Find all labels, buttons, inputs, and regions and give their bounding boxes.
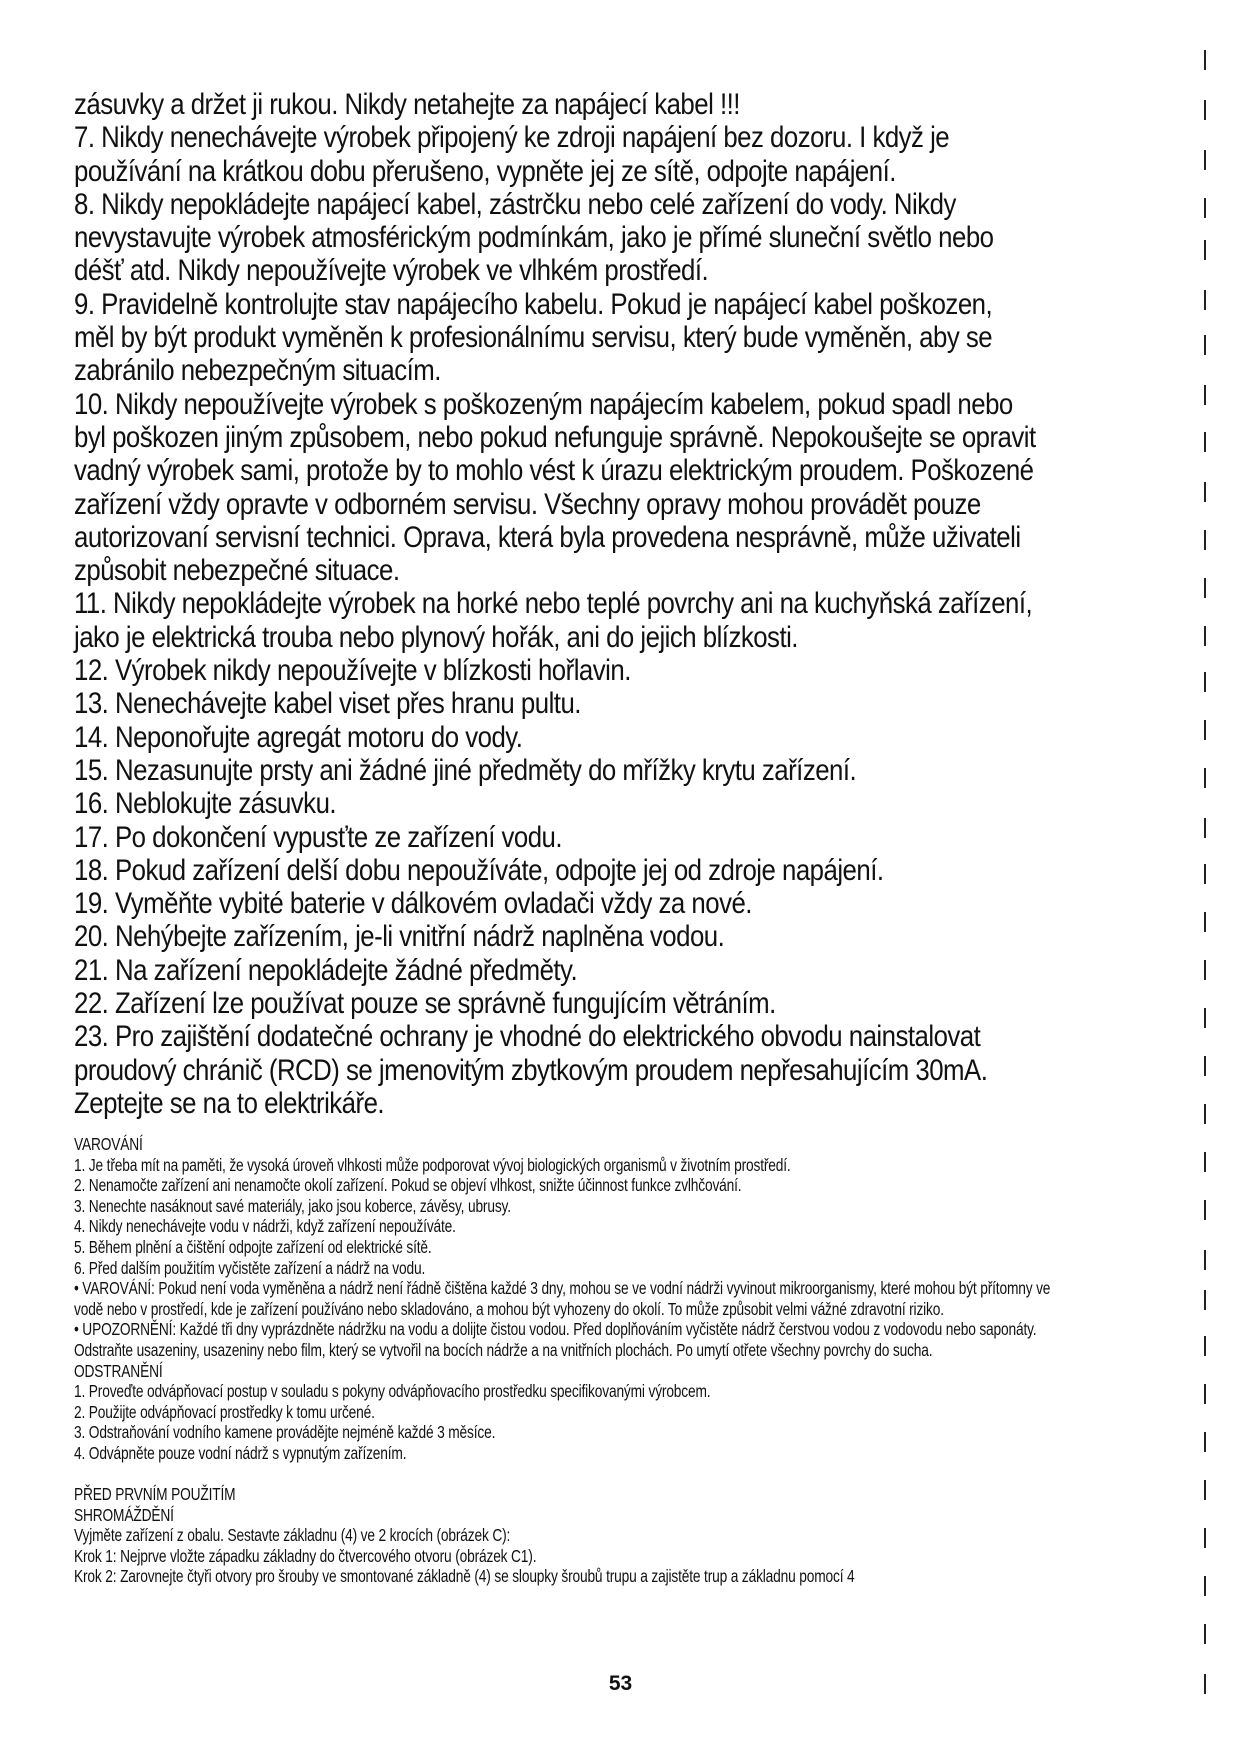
spacer: [74, 1464, 1054, 1485]
page-number: 53: [608, 1672, 633, 1695]
margin-mark: [1204, 1624, 1206, 1644]
margin-mark: [1204, 1104, 1206, 1124]
warning-item: 4. Nikdy nenechávejte vodu v nádrži, když zařízení nepoužíváte.: [74, 1216, 456, 1237]
safety-item: 18. Pokud zařízení delší dobu nepoužíváte, odpojte jej od zdroje napájení.: [74, 853, 884, 887]
first-use-heading: PŘED PRVNÍM POUŽITÍM: [74, 1484, 236, 1505]
margin-mark: [1204, 50, 1206, 70]
warning-item: 1. Je třeba mít na paměti, že vysoká úroveň vlhkosti může podporovat vývoj biologických organismů v životním prostředí.: [74, 1154, 791, 1175]
margin-mark: [1204, 432, 1206, 452]
margin-mark: [1204, 240, 1206, 260]
margin-mark: [1204, 530, 1206, 550]
margin-mark: [1204, 1056, 1206, 1076]
margin-mark: [1204, 1674, 1206, 1694]
margin-mark: [1204, 150, 1206, 170]
safety-item: 11. Nikdy nepokládejte výrobek na horké nebo teplé povrchy ani na kuchyňská zařízení, jako je elektrická trouba nebo plynový hořák, ani do jejich blízkosti.: [74, 587, 1033, 654]
safety-item: 17. Po dokončení vypusťte ze zařízení vodu.: [74, 820, 563, 854]
margin-mark: [1204, 1528, 1206, 1548]
safety-item: zásuvky a držet ji rukou. Nikdy netahejte za napájecí kabel !!!: [74, 88, 740, 121]
margin-mark: [1204, 1008, 1206, 1028]
margin-mark: [1204, 385, 1206, 405]
margin-mark: [1204, 720, 1206, 740]
margin-mark: [1204, 578, 1206, 598]
safety-instructions: [74, 88, 1037, 1120]
safety-item: 14. Neponořujte agregát motoru do vody.: [74, 720, 523, 754]
margin-mark: [1204, 1250, 1206, 1270]
assembly-step: Krok 1: Nejprve vložte západku základny do čtvercového otvoru (obrázek C1).: [74, 1545, 537, 1566]
warning-item: 6. Před dalším použitím vyčistěte zařízení a nádrž na vodu.: [74, 1257, 426, 1278]
warning-item: 3. Nenechte nasáknout savé materiály, jako jsou koberce, závěsy, ubrusy.: [74, 1195, 511, 1216]
margin-mark: [1204, 672, 1206, 692]
margin-mark: [1204, 1576, 1206, 1596]
safety-item: 8. Nikdy nepokládejte napájecí kabel, zástrčku nebo celé zařízení do vody. Nikdy nevystavujte výrobek atmosférickým podmínkám, jako je přímé sluneční světlo nebo déšť atd. Nikdy nepoužívejte výrobek ve vlhkém prostředí.: [74, 187, 994, 288]
margin-mark: [1204, 335, 1206, 355]
margin-mark: [1204, 1290, 1206, 1310]
margin-mark: [1204, 100, 1206, 120]
removal-item: 4. Odvápněte pouze vodní nádrž s vypnutým zařízením.: [74, 1442, 407, 1463]
warning-item: 2. Nenamočte zařízení ani nenamočte okolí zařízení. Pokud se objeví vlhkost, snižte účinnost funkce zvlhčování.: [74, 1175, 742, 1196]
safety-item: 20. Nehýbejte zařízením, je-li vnitřní nádrž naplněna vodou.: [74, 920, 725, 954]
removal-item: 3. Odstraňování vodního kamene provádějte nejméně každé 3 měsíce.: [74, 1422, 496, 1443]
margin-mark: [1204, 960, 1206, 980]
margin-mark: [1204, 912, 1206, 932]
margin-mark: [1204, 1432, 1206, 1452]
margin-mark: [1204, 1336, 1206, 1356]
safety-item: 9. Pravidelně kontrolujte stav napájecího kabelu. Pokud je napájecí kabel poškozen, měl by být produkt vyměněn k profesionálnímu servisu, který bude vyměněn, aby se zabránilo nebezpečným situacím.: [74, 287, 993, 388]
safety-item: 16. Neblokujte zásuvku.: [74, 787, 337, 821]
margin-mark: [1204, 1200, 1206, 1220]
warning-heading: VAROVÁNÍ: [74, 1134, 143, 1154]
warning-item: • UPOZORNĚNÍ: Každé tři dny vyprázdněte nádržku na vodu a dolijte čistou vodou. Před doplňováním vyčistěte nádrž čerstvou vodou z vodovodu nebo saponáty. Odstraňte usazeniny, usazeniny nebo film, který se vytvořil na bocích nádrže a na vnitřních plochách. Po umytí otřete všechny povrchy do sucha.: [74, 1319, 1037, 1360]
safety-item: 10. Nikdy nepoužívejte výrobek s poškozeným napájecím kabelem, pokud spadl nebo byl poškozen jiným způsobem, nebo pokud nefunguje správně. Nepokoušejte se opravit vadný výrobek sami, protože by to mohlo vést k úrazu elektrickým proudem. Poškozené zařízení vždy opravte v odborném servisu. Všechny opravy mohou provádět pouze autorizovaní servisní technici. Oprava, která byla provedena nesprávně, může uživateli způsobit nebezpečné situace.: [74, 387, 1036, 588]
warning-item: 5. Během plnění a čištění odpojte zařízení od elektrické sítě.: [74, 1236, 432, 1257]
warning-item: • VAROVÁNÍ: Pokud není voda vyměněna a nádrž není řádně čištěna každé 3 dny, mohou se ve vodní nádrži vyvinout mikroorganismy, které mohou být přítomny ve vodě nebo v prostředí, kde je zařízení používáno nebo skladováno, a mohou být vyhozeny do okolí. To může způsobit velmi vážné zdravotní riziko.: [74, 1278, 1051, 1319]
safety-item: 22. Zařízení lze používat pouze se správně fungujícím větráním.: [74, 987, 776, 1021]
safety-item: 23. Pro zajištění dodatečné ochrany je vhodné do elektrického obvodu nainstalovat proudový chránič (RCD) se jmenovitým zbytkovým proudem nepřesahujícím 30mA. Zeptejte se na to elektrikáře.: [74, 1020, 988, 1120]
safety-item: 19. Vyměňte vybité baterie v dálkovém ovladači vždy za nové.: [74, 887, 752, 921]
warning-section: [74, 1134, 1054, 1587]
margin-mark: [1204, 818, 1206, 838]
margin-mark: [1204, 864, 1206, 884]
assembly-step: Vyjměte zařízení z obalu. Sestavte základnu (4) ve 2 krocích (obrázek C):: [74, 1525, 511, 1546]
margin-mark: [1204, 626, 1206, 646]
safety-item: 13. Nenechávejte kabel viset přes hranu pultu.: [74, 687, 581, 721]
margin-mark: [1204, 1152, 1206, 1172]
safety-item: 21. Na zařízení nepokládejte žádné předměty.: [74, 953, 578, 987]
safety-item: 12. Výrobek nikdy nepoužívejte v blízkosti hořlavin.: [74, 654, 631, 688]
margin-mark: [1204, 1384, 1206, 1404]
safety-item: 7. Nikdy nenechávejte výrobek připojený ke zdroji napájení bez dozoru. I když je používání na krátkou dobu přerušeno, vypněte jej ze sítě, odpojte napájení.: [74, 121, 950, 188]
margin-mark: [1204, 768, 1206, 788]
margin-mark: [1204, 198, 1206, 218]
removal-item: 1. Proveďte odvápňovací postup v souladu s pokyny odvápňovacího prostředku specifikovanými výrobcem.: [74, 1381, 711, 1402]
safety-item: 15. Nezasunujte prsty ani žádné jiné předměty do mřížky krytu zařízení.: [74, 753, 857, 787]
removal-item: 2. Použijte odvápňovací prostředky k tomu určené.: [74, 1401, 375, 1422]
assembly-step: Krok 2: Zarovnejte čtyři otvory pro šrouby ve smontované základně (4) se sloupky šroubů trupu a zajistěte trup a základnu pomocí 4: [74, 1566, 855, 1587]
removal-heading: ODSTRANĚNÍ: [74, 1360, 163, 1381]
margin-mark: [1204, 1480, 1206, 1500]
assembly-heading: SHROMÁŽDĚNÍ: [74, 1504, 174, 1525]
margin-mark: [1204, 290, 1206, 310]
margin-mark: [1204, 482, 1206, 502]
